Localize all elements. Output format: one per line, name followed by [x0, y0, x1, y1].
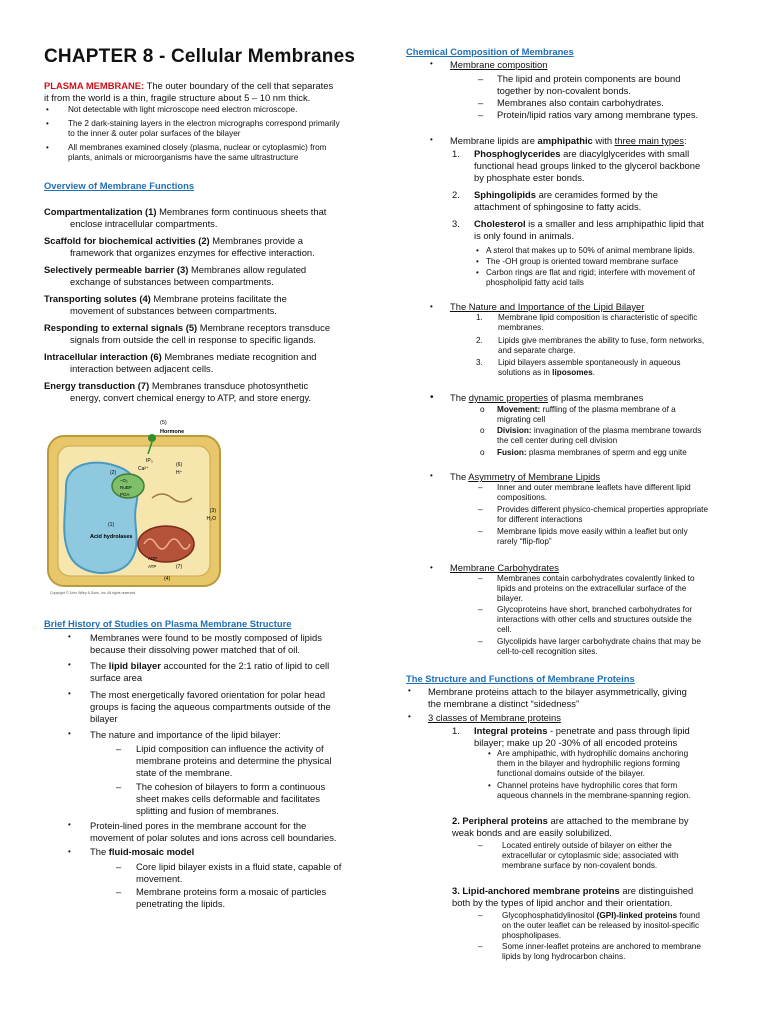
prot-item-2: 3 classes of Membrane proteins	[428, 712, 561, 723]
periph-text: are attached to the membrane by	[547, 815, 689, 826]
history-sub-2c: splitting and fusion of membranes.	[136, 805, 279, 816]
history-sub-1c: state of the membrane.	[136, 767, 233, 778]
lipid-anch-cont: both by the types of lipid anchor and their orientation.	[452, 897, 673, 908]
dyn-item-2-text: invagination of the plasma membrane towards	[531, 426, 702, 435]
peripheral-proteins	[452, 815, 742, 827]
fig-label-h2o: H₂O	[206, 516, 216, 522]
carb-item-2c: cell.	[497, 625, 512, 634]
bilayer-2: Lipids give membranes the ability to fuse, form networks,	[498, 336, 705, 345]
lipid-type-1	[474, 148, 744, 160]
bilayer-1: Membrane lipid composition is characteristic of specific	[498, 313, 698, 322]
bilayer-2b: and separate charge.	[498, 346, 576, 355]
fig-label-7: (7)	[176, 564, 183, 570]
integral-bullet-1c: functional domains outside of the bilayer.	[497, 769, 645, 778]
history-heading: Brief History of Studies on Plasma Membrane Structure	[44, 618, 292, 629]
dyn-item-1b: migrating cell	[497, 415, 546, 424]
function-2-text: Membranes provide a	[209, 235, 303, 246]
dyn-item-2b: the cell center during cell division	[497, 436, 618, 445]
function-7-cont: energy, convert chemical energy to ATP, and store energy.	[70, 392, 312, 403]
function-3	[44, 264, 374, 276]
dyn-item-1-bold: Movement:	[497, 405, 541, 414]
fig-label-6: (6)	[176, 462, 183, 468]
lipid-type-1-bold: Phosphoglycerides	[474, 148, 561, 159]
fig-label-5: (5)	[160, 420, 167, 426]
dyn-item-1	[497, 405, 676, 415]
lipid-type-2-bold: Sphingolipids	[474, 189, 536, 200]
asym-item-1: Inner and outer membrane leaflets have different lipid	[497, 483, 691, 492]
function-4-text: Membrane proteins facilitate the	[150, 293, 287, 304]
dyn-item-3-text: plasma membranes of sperm and egg unite	[526, 448, 687, 457]
integral-n: 1.	[452, 725, 460, 736]
lipid-anchored	[452, 885, 752, 897]
history-item-3: The most energetically favored orientation for polar head	[90, 689, 326, 700]
integral-cont: bilayer; make up 20 -30% of all encoded proteins	[474, 737, 678, 748]
function-5-text: Membrane receptors transduce	[197, 322, 331, 333]
lipid-type-2-n: 2.	[452, 189, 460, 200]
carb-item-3: Glycolipids have larger carbohydrate chains that may be	[497, 637, 701, 646]
pm-bullet-3: All membranes examined closely (plasma, nuclear or cytoplasmic) from	[68, 143, 327, 152]
bilayer-heading: The Nature and Importance of the Lipid Bilayer	[450, 301, 645, 312]
lipid-anch-bold: 3. Lipid-anchored membrane proteins	[452, 885, 620, 896]
comp-item-1b: together by non-covalent bonds.	[497, 85, 631, 96]
history-item-2-post: accounted for the 2:1 ratio of lipid to cell	[160, 660, 330, 671]
function-4	[44, 293, 374, 305]
pm-bullet-2: The 2 dark-staining layers in the electron micrographs correspond primarily	[68, 119, 340, 128]
function-3-name: Selectively permeable barrier (3)	[44, 264, 189, 275]
lipid-type-2-text: are ceramides formed by the	[535, 189, 658, 200]
fig-label-rubp: RuBP	[120, 485, 132, 490]
asym-pre: The	[450, 471, 469, 482]
dyn-item-3-bold: Fusion:	[497, 448, 527, 457]
carb-item-1: Membranes contain carbohydrates covalently linked to	[497, 574, 695, 583]
hormone-receptor-shape	[148, 434, 156, 442]
periph-item-1c: membrane surface by non-covalent bonds.	[502, 861, 658, 870]
pm-label: PLASMA MEMBRANE:	[44, 80, 145, 91]
pm-text-2: it from the world is a thin, fragile structure about 5 – 10 nm thick.	[44, 92, 311, 103]
carb-item-1b: lipids and proteins on the extracellular surface of the	[497, 584, 687, 593]
inner-leaf-2: lipids by long hydrocarbon chains.	[502, 952, 626, 961]
history-sub-2b: sheet makes cells deformable and facilitates	[136, 793, 320, 804]
function-4-name: Transporting solutes (4)	[44, 293, 151, 304]
bilayer-1-n: 1.	[476, 313, 483, 322]
fluid-mosaic-item	[90, 846, 194, 858]
function-7-text: Membranes transduce photosynthetic	[149, 380, 309, 391]
lipids-u: three main types	[614, 135, 684, 146]
lipid-type-1-text: are diacylglycerides with small	[560, 148, 690, 159]
bilayer-3-n: 3.	[476, 358, 483, 367]
history-item-3b: groups is facing the aqueous compartments outside of the	[90, 701, 331, 712]
fig-label-4: (4)	[164, 576, 171, 582]
function-6-text: Membranes mediate recognition and	[161, 351, 317, 362]
gpi-cont-2: phospholipases.	[502, 931, 562, 940]
dyn-post: of plasma membranes	[547, 392, 644, 403]
asym-u: Asymmetry of Membrane Lipids	[468, 471, 601, 482]
function-3-cont: exchange of substances between compartments.	[70, 276, 274, 287]
function-2	[44, 235, 374, 247]
function-5-name: Responding to external signals (5)	[44, 322, 198, 333]
gpi-bold: (GPI)-linked proteins	[596, 911, 678, 920]
gpi-pre: Glycophosphatidylinositol	[502, 911, 597, 920]
prot-item-1: Membrane proteins attach to the bilayer asymmetrically, giving	[428, 686, 687, 697]
periph-item-1: Located entirely outside of bilayer on either the	[502, 841, 672, 850]
prot-item-1b: the membrane a distinct “sidedness”	[428, 698, 580, 709]
function-1-name: Compartmentalization (1)	[44, 206, 157, 217]
gpi-post: found	[677, 911, 700, 920]
integral-bullet-2b: aqueous channels in the membrane-spanning region.	[497, 791, 691, 800]
chol-bullet-3: Carbon rings are flat and rigid; interfere with movement of	[486, 268, 695, 277]
lipid-anch-text: are distinguished	[619, 885, 694, 896]
history-sub-1b: membrane proteins and determine the physical	[136, 755, 332, 766]
history-item-4: The nature and importance of the lipid bilayer:	[90, 729, 281, 740]
function-3-text: Membranes allow regulated	[188, 264, 307, 275]
periph-bold: 2. Peripheral proteins	[452, 815, 548, 826]
chem-heading: Chemical Composition of Membranes	[406, 46, 574, 57]
history-item-2-bold: lipid bilayer	[108, 660, 161, 671]
fluid-bold: fluid-mosaic model	[108, 846, 195, 857]
asym-item-3b: rarely “flip-flop”	[497, 537, 552, 546]
history-item-1: Membranes were found to be mostly composed of lipids	[90, 632, 322, 643]
bilayer-3b	[498, 368, 595, 378]
fig-label-3: (3)	[209, 508, 216, 514]
lipid-type-1b: functional head groups linked to the glycerol backbone	[474, 160, 701, 171]
dyn-item-1-text: ruffling of the plasma membrane of a	[540, 405, 676, 414]
history-item-3c: bilayer	[90, 713, 118, 724]
fig-label-adp: ADP	[148, 556, 158, 561]
pm-bullet-3b: plants, animals or microorganisms have the same ultrastructure	[68, 153, 299, 162]
carb-item-2b: interactions with other cells and structures outside the	[497, 615, 692, 624]
dyn-item-3	[497, 448, 687, 458]
asym-item-2: Provides different physico-chemical properties appropriate	[497, 505, 709, 514]
lipids-mid: with	[592, 135, 615, 146]
gpi-item	[502, 911, 742, 921]
asym-item-3: Membrane lipids move easily within a leaflet but only	[497, 527, 688, 536]
fig-label-1: (1)	[108, 522, 115, 528]
chol-bullet-1: A sterol that makes up to 50% of animal membrane lipids.	[486, 246, 695, 255]
lipid-type-2	[474, 189, 744, 201]
fig-label-hormone: Hormone	[160, 429, 185, 435]
history-sub-2: The cohesion of bilayers to form a continuous	[136, 781, 326, 792]
bilayer-3b-bold: liposomes	[552, 368, 593, 377]
comp-item-3: Protein/lipid ratios vary among membrane types.	[497, 109, 699, 120]
function-5-cont: signals from outside the cell in response to specific ligands.	[70, 334, 316, 345]
carb-item-3b: cell-to-cell recognition sites.	[497, 647, 598, 656]
fig-copyright: Copyright © John Wiley & Sons, Inc. All rights reserved.	[50, 591, 137, 595]
dyn-item-2-bold: Division:	[497, 426, 532, 435]
fig-label-h: H⁺	[176, 470, 183, 476]
fig-label-ip3: IP₃	[146, 458, 153, 464]
fluid-sub-1b: movement.	[136, 873, 183, 884]
asym-item-1b: compositions.	[497, 493, 548, 502]
cell-membrane-diagram	[44, 416, 226, 596]
mitochondrion-shape	[138, 526, 194, 562]
comp-item-2: Membranes also contain carbohydrates.	[497, 97, 664, 108]
history-item-2b: surface area	[90, 672, 143, 683]
function-2-name: Scaffold for biochemical activities (2)	[44, 235, 210, 246]
carb-item-2: Glycoproteins have short, branched carbohydrates for	[497, 605, 693, 614]
lipid-type-3	[474, 218, 744, 230]
integral-proteins	[474, 725, 744, 737]
function-1	[44, 206, 374, 218]
lipid-type-1-n: 1.	[452, 148, 460, 159]
dynamic-properties	[450, 392, 643, 404]
periph-item-1b: extracellular or cytoplasmic side; associated with	[502, 851, 679, 860]
bilayer-3: Lipid bilayers assemble spontaneously in aqueous	[498, 358, 681, 367]
pm-text-1: The outer boundary of the cell that separates	[144, 80, 334, 91]
function-6-name: Intracellular interaction (6)	[44, 351, 162, 362]
function-1-cont: enclose intracellular compartments.	[70, 218, 218, 229]
lipid-type-3-text: is a smaller and less amphipathic lipid that	[525, 218, 704, 229]
lipid-type-3-n: 3.	[452, 218, 460, 229]
dyn-item-2	[497, 426, 701, 436]
fluid-pre: The	[90, 846, 109, 857]
page-title: CHAPTER 8 - Cellular Membranes	[44, 46, 356, 67]
dyn-u: dynamic properties	[468, 392, 548, 403]
fluid-sub-2: Membrane proteins form a mosaic of particles	[136, 886, 327, 897]
function-4-cont: movement of substances between compartments.	[70, 305, 277, 316]
history-item-5: Protein-lined pores in the membrane account for the	[90, 820, 307, 831]
history-item-2-pre: The	[90, 660, 109, 671]
asym-item-2b: for different interactions	[497, 515, 583, 524]
fluid-sub-1: Core lipid bilayer exists in a fluid state, capable of	[136, 861, 342, 872]
fig-label-2: (2)	[110, 470, 117, 476]
gpi-cont-1: on the outer leaflet can be released by inositol-specific	[502, 921, 700, 930]
lipids-pre: Membrane lipids are	[450, 135, 538, 146]
function-7-name: Energy transduction (7)	[44, 380, 150, 391]
integral-bold: Integral proteins	[474, 725, 548, 736]
pm-bullet-1: Not detectable with light microscope need electron microscope.	[68, 105, 298, 114]
membrane-composition: Membrane composition	[450, 59, 548, 70]
lipid-type-1c: by phosphate ester bonds.	[474, 172, 585, 183]
asymmetry-heading	[450, 471, 600, 483]
fluid-sub-2b: penetrating the lipids.	[136, 898, 226, 909]
bilayer-3b-pre: solutions as in	[498, 368, 553, 377]
function-7	[44, 380, 374, 392]
function-6	[44, 351, 374, 363]
bilayer-2-n: 2.	[476, 336, 483, 345]
integral-bullet-1: Are amphipathic, with hydrophilic domains anchoring	[497, 749, 689, 758]
fig-label-pga: PGA	[120, 492, 130, 497]
integral-text: - penetrate and pass through lipid	[547, 725, 690, 736]
carbohydrates-heading: Membrane Carbohydrates	[450, 562, 559, 573]
history-item-5b: movement of polar solutes and ions across cell boundaries.	[90, 832, 337, 843]
fig-label-acid-hydrolases: Acid hydrolases	[90, 534, 133, 540]
function-5	[44, 322, 374, 334]
pm-bullet-2b: to the inner & outer polar surfaces of the bilayer	[68, 129, 241, 138]
lipid-type-3-bold: Cholesterol	[474, 218, 526, 229]
dyn-pre: The	[450, 392, 469, 403]
inner-leaf-1: Some inner-leaflet proteins are anchored to membrane	[502, 942, 701, 951]
integral-bullet-1b: them in the bilayer and hydrophilic regions forming	[497, 759, 680, 768]
lipids-bold: amphipathic	[537, 135, 593, 146]
function-2-cont: framework that organizes enzymes for effective interaction.	[70, 247, 315, 258]
function-6-cont: interaction between adjacent cells.	[70, 363, 214, 374]
fig-label-atp: ATP	[148, 564, 157, 569]
proteins-heading: The Structure and Functions of Membrane Proteins	[406, 673, 635, 684]
fig-label-ca: Ca²⁺	[138, 466, 149, 472]
integral-bullet-2: Channel proteins have hydrophilic cores that form	[497, 781, 678, 790]
lipid-type-3b: is only found in animals.	[474, 230, 575, 241]
bilayer-3b-post: .	[592, 368, 595, 377]
chol-bullet-2: The -OH group is oriented toward membrane surface	[486, 257, 679, 266]
history-item-2	[90, 660, 329, 672]
lipids-post: :	[683, 135, 687, 146]
lipids-line	[450, 135, 750, 147]
lipid-type-2b: attachment of sphingosine to fatty acids.	[474, 201, 642, 212]
fig-label-o2: –O₂	[120, 478, 128, 483]
history-sub-1: Lipid composition can influence the activity of	[136, 743, 324, 754]
chol-bullet-3b: phospholipid fatty acid tails	[486, 278, 584, 287]
function-1-text: Membranes form continuous sheets that	[156, 206, 327, 217]
history-item-1b: because their dissolving power matched that of oil.	[90, 644, 301, 655]
overview-heading: Overview of Membrane Functions	[44, 180, 195, 191]
bilayer-1b: membranes.	[498, 323, 544, 332]
carb-item-1c: bilayer.	[497, 594, 523, 603]
periph-cont: weak bonds and are easily solubilized.	[452, 827, 612, 838]
comp-item-1: The lipid and protein components are bound	[497, 73, 681, 84]
plasma-membrane-definition	[44, 80, 366, 92]
